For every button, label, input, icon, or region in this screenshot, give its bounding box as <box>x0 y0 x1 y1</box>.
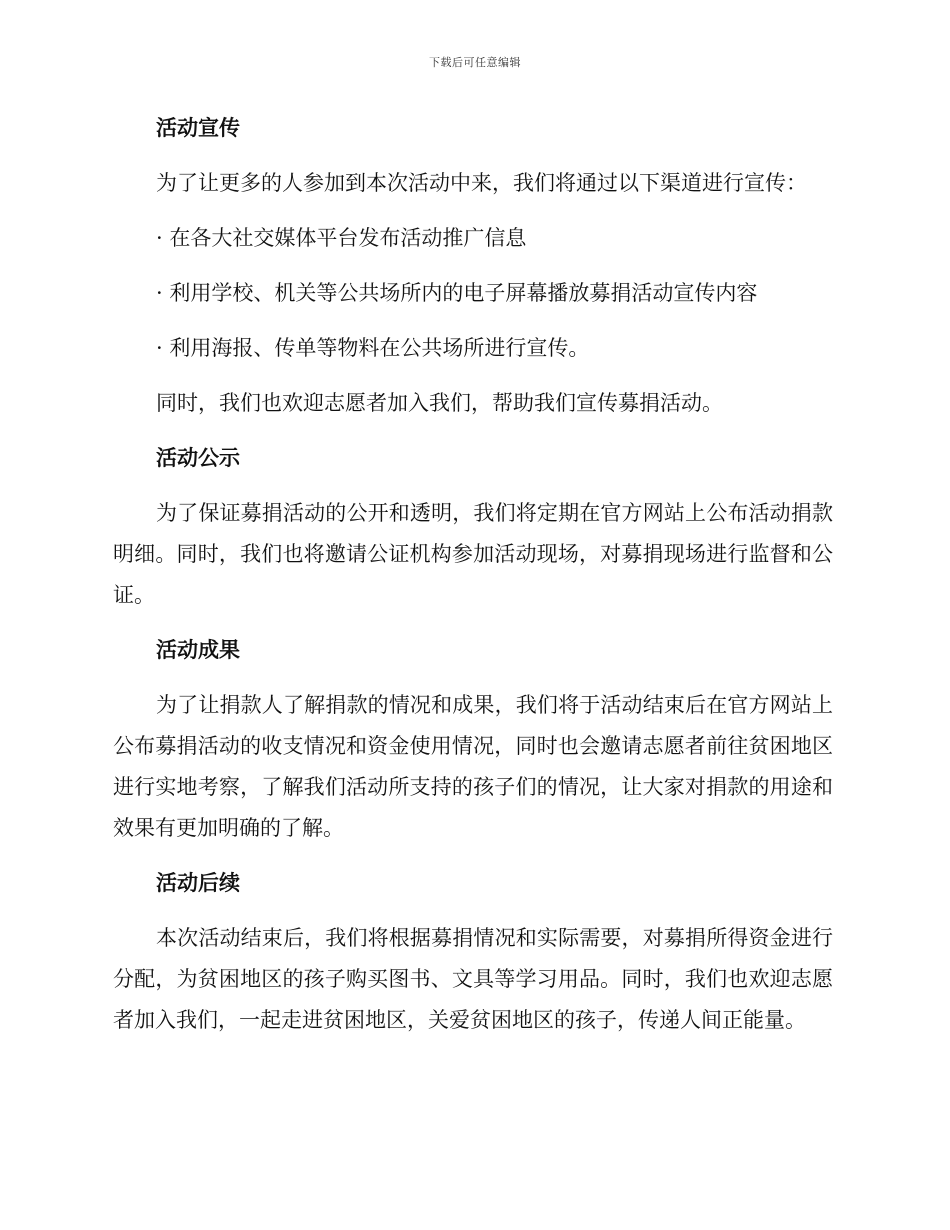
publicity-closing: 同时，我们也欢迎志愿者加入我们，帮助我们宣传募捐活动。 <box>156 391 723 415</box>
publicity-intro: 为了让更多的人参加到本次活动中来，我们将通过以下渠道进行宣传： <box>156 171 807 195</box>
results-paragraph: 为了让捐款人了解捐款的情况和成果，我们将于活动结束后在官方网站上公布募捐活动的收支情况和资金使用情况，同时也会邀请志愿者前往贫困地区进行实地考察，了解我们活动所支持的孩子们的情况，让大家对捐款的用途和效果有更加明确的了解。 <box>113 693 833 840</box>
section-heading-followup: 活动后续 <box>156 870 240 895</box>
section-heading-disclosure: 活动公示 <box>156 445 240 470</box>
section-heading-results: 活动成果 <box>156 637 240 662</box>
document-body <box>113 108 833 1041</box>
page-header-note: 下载后可任意编辑 <box>429 56 521 69</box>
publicity-bullet-3: · 利用海报、传单等物料在公共场所进行宣传。 <box>156 336 590 360</box>
followup-paragraph: 本次活动结束后，我们将根据募捐情况和实际需要，对募捐所得资金进行分配，为贫困地区的孩子购买图书、文具等学习用品。同时，我们也欢迎志愿者加入我们，一起走进贫困地区，关爱贫困地区的孩子，传递人间正能量。 <box>113 926 833 1032</box>
publicity-bullet-1: · 在各大社交媒体平台发布活动推广信息 <box>156 226 527 250</box>
publicity-bullet-2: · 利用学校、机关等公共场所内的电子屏幕播放募捐活动宣传内容 <box>156 281 758 305</box>
disclosure-paragraph: 为了保证募捐活动的公开和透明，我们将定期在官方网站上公布活动捐款明细。同时，我们也将邀请公证机构参加活动现场，对募捐现场进行监督和公证。 <box>113 501 833 607</box>
section-heading-publicity: 活动宣传 <box>156 115 240 140</box>
